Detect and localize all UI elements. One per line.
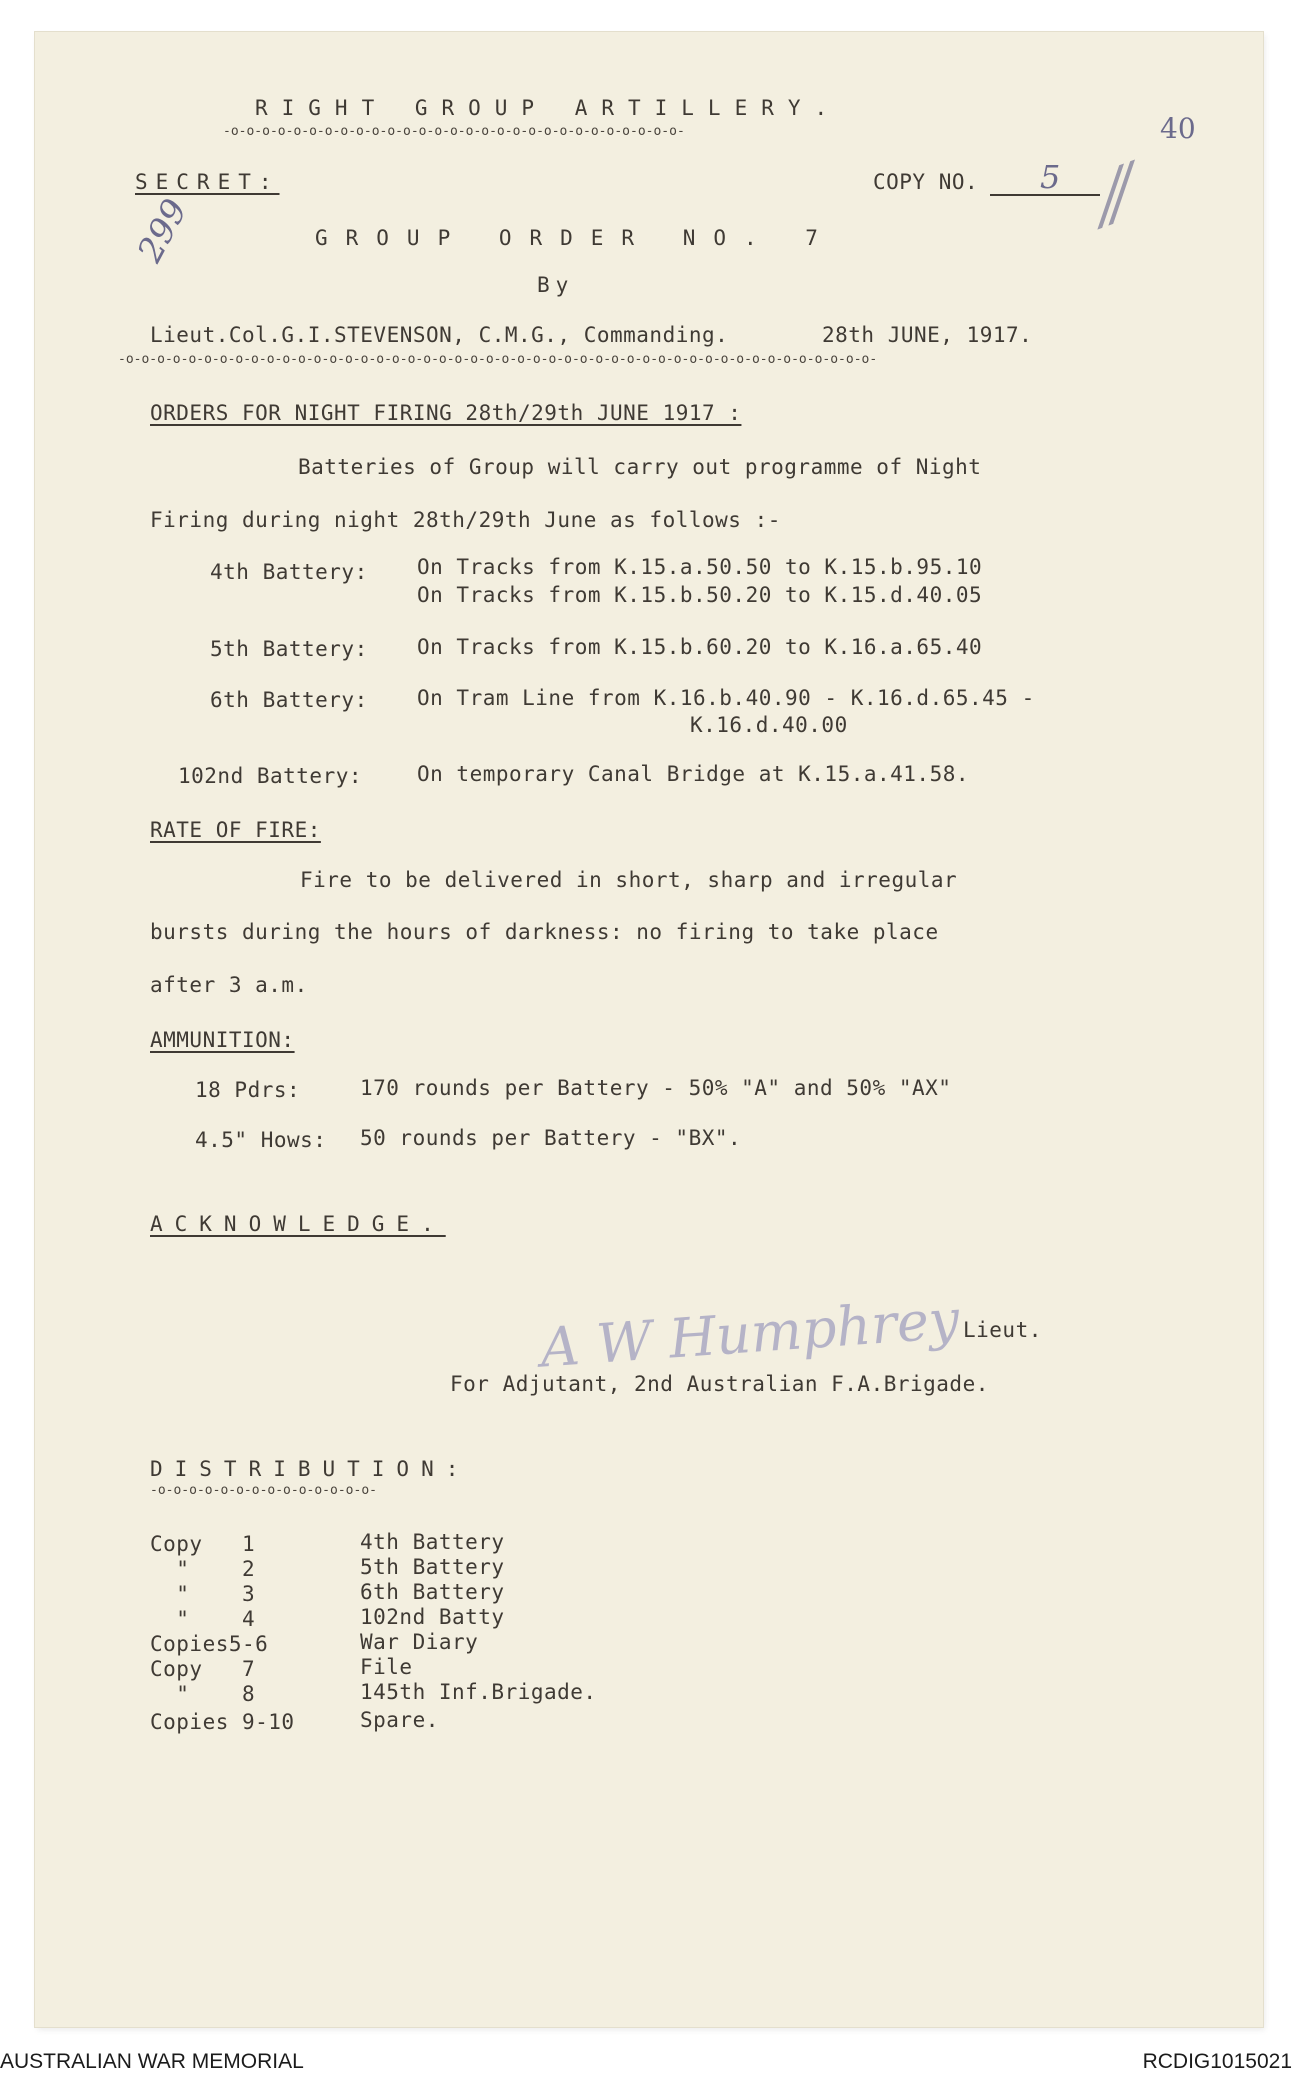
registry-number: 299 [130, 192, 196, 269]
order-date: 28th JUNE, 1917. [822, 323, 1033, 347]
battery-102-label: 102nd Battery: [178, 764, 363, 788]
distribution-heading: DISTRIBUTION: [150, 1457, 471, 1481]
page-number: 40 [1160, 112, 1196, 145]
ammunition-detail-1: 170 rounds per Battery - 50% "A" and 50% "AX" [360, 1076, 952, 1100]
battery-4-target-1: On Tracks from K.15.a.50.50 to K.15.b.95.10 [417, 555, 983, 579]
handwritten-signature: A W Humphrey [538, 1287, 962, 1380]
signature-rank: Lieut. [963, 1318, 1042, 1342]
archive-credit: AUSTRALIAN WAR MEMORIAL [0, 2050, 304, 2073]
distribution-copy-1: Copy 1 [150, 1532, 256, 1556]
battery-4-label: 4th Battery: [210, 560, 368, 584]
distribution-copy-6: Copy 7 [150, 1657, 256, 1681]
order-by: By [537, 273, 575, 297]
ammunition-heading: AMMUNITION: [150, 1028, 295, 1052]
copy-number-value: 5 [1040, 158, 1061, 196]
distribution-copy-8: Copies 9-10 [150, 1710, 295, 1734]
battery-5-target-1: On Tracks from K.15.b.60.20 to K.16.a.65.40 [417, 635, 983, 659]
order-issuer: Lieut.Col.G.I.STEVENSON, C.M.G., Commanding. [150, 323, 729, 347]
battery-5-label: 5th Battery: [210, 637, 368, 661]
acknowledge-instruction: ACKNOWLEDGE. [150, 1212, 446, 1236]
archive-reference: RCDIG1015021 [1142, 2050, 1292, 2073]
distribution-recipient-3: 6th Battery [360, 1580, 505, 1604]
distribution-copy-4: " 4 [150, 1607, 256, 1631]
distribution-recipient-7: 145th Inf.Brigade. [360, 1680, 597, 1704]
classification-label: SECRET: [135, 170, 280, 194]
rate-of-fire-line-3: after 3 a.m. [150, 973, 308, 997]
copy-number-label: COPY NO. [873, 170, 979, 194]
distribution-copy-3: " 3 [150, 1582, 256, 1606]
night-firing-intro-2: Firing during night 28th/29th June as follows :- [150, 508, 781, 532]
distribution-copy-7: " 8 [150, 1682, 256, 1706]
distribution-copy-5: Copies5-6 [150, 1632, 269, 1656]
distribution-recipient-4: 102nd Batty [360, 1605, 505, 1629]
unit-heading-rule: -o-o-o-o-o-o-o-o-o-o-o-o-o-o-o-o-o-o-o-o-o-o-o-o-o-o-o-o-o- [223, 124, 685, 139]
distribution-rule: -o-o-o-o-o-o-o-o-o-o-o-o-o-o- [150, 1483, 377, 1498]
ammunition-gun-1: 18 Pdrs: [195, 1078, 301, 1102]
battery-102-target-1: On temporary Canal Bridge at K.15.a.41.58. [417, 762, 970, 786]
order-title: GROUP ORDER NO. 7 [315, 226, 836, 250]
pencil-initials-mark: ⁄⁄ [1091, 153, 1142, 239]
battery-6-label: 6th Battery: [210, 688, 368, 712]
battery-6-target-1: On Tram Line from K.16.b.40.90 - K.16.d.65.45 - [417, 686, 1035, 710]
ammunition-detail-2: 50 rounds per Battery - "BX". [360, 1126, 742, 1150]
rate-of-fire-heading: RATE OF FIRE: [150, 818, 321, 842]
battery-6-target-2: K.16.d.40.00 [690, 713, 848, 737]
rate-of-fire-line-1: Fire to be delivered in short, sharp and irregular [300, 868, 958, 892]
night-firing-intro-1: Batteries of Group will carry out programme of Night [298, 455, 982, 479]
ammunition-gun-2: 4.5" Hows: [195, 1128, 327, 1152]
distribution-recipient-8: Spare. [360, 1708, 439, 1732]
distribution-copy-2: " 2 [150, 1557, 256, 1581]
night-firing-heading: ORDERS FOR NIGHT FIRING 28th/29th JUNE 1917 : [150, 401, 742, 425]
distribution-recipient-6: File [360, 1655, 413, 1679]
distribution-recipient-5: War Diary [360, 1630, 479, 1654]
rate-of-fire-line-2: bursts during the hours of darkness: no firing to take place [150, 920, 939, 944]
unit-heading: RIGHT GROUP ARTILLERY. [255, 96, 842, 120]
distribution-recipient-1: 4th Battery [360, 1530, 505, 1554]
signature-line: For Adjutant, 2nd Australian F.A.Brigade. [450, 1372, 989, 1396]
order-rule: -o-o-o-o-o-o-o-o-o-o-o-o-o-o-o-o-o-o-o-o-o-o-o-o-o-o-o-o-o-o-o-o-o-o-o-o-o-o-o-o-o-o-o-o-o-o-o-o- [118, 352, 878, 367]
battery-4-target-2: On Tracks from K.15.b.50.20 to K.15.d.40.05 [417, 583, 983, 607]
distribution-recipient-2: 5th Battery [360, 1555, 505, 1579]
